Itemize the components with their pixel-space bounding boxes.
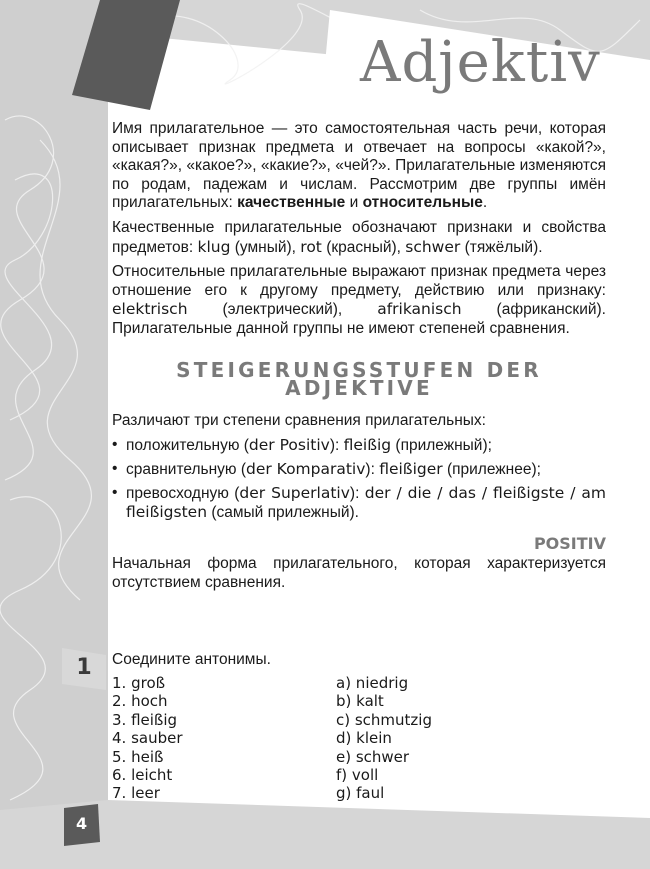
positiv-heading: POSITIV xyxy=(533,533,606,553)
separator: ): xyxy=(329,437,344,455)
list-item: b) kalt xyxy=(336,692,384,711)
german-example: fleißig xyxy=(343,436,392,455)
list-item: 3. fleißig xyxy=(112,710,178,729)
task-left-column xyxy=(112,674,183,803)
german-example: fleißiger xyxy=(379,459,443,478)
period: . xyxy=(482,194,488,212)
relative-text: Относительные прилагательные выражают признак предмета через отношение его к другому предмету, действию или признаку: xyxy=(112,263,606,299)
term-qualitative: качественные xyxy=(237,194,346,212)
translation: (умный), xyxy=(230,238,301,256)
conjunction: и xyxy=(345,194,363,212)
list-item xyxy=(112,484,606,523)
list-item: 6. leicht xyxy=(112,766,173,785)
task-number: 1 xyxy=(76,655,92,680)
degrees-list xyxy=(112,436,606,522)
degree-label: сравнительную ( xyxy=(126,460,246,478)
intro-paragraph-3 xyxy=(112,263,606,338)
page-number: 4 xyxy=(76,814,88,833)
list-item: f) voll xyxy=(336,766,379,785)
list-item: 7. leer xyxy=(112,784,160,803)
example-word: elektrisch xyxy=(112,300,188,319)
intro-text: Имя прилагательное — это самостоятельная часть речи, которая описывает признак предмета и отвечает на вопросы «какой?», «какая?», «какое?», «какие?», «чей?». Прилагательные изменяются по родам, падежам и числам. Рассмотрим две группы имён прилагательных: xyxy=(112,120,606,212)
translation: (электрический), xyxy=(187,301,378,319)
example-word: rot xyxy=(300,237,322,256)
list-item: 5. heiß xyxy=(112,747,164,766)
task-instruction: Соедините антонимы. xyxy=(112,651,271,668)
left-margin-band xyxy=(0,0,108,869)
section-lead: Различают три степени сравнения прилагательных: xyxy=(112,411,486,429)
intro-paragraph-1 xyxy=(112,120,606,213)
example-word: schwer xyxy=(405,237,461,256)
translation: (прилежный); xyxy=(391,437,492,455)
list-item xyxy=(112,436,606,456)
positiv-text: Начальная форма прилагательного, которая характеризуется отсутствием сравнения. xyxy=(112,555,606,591)
german-term: der Superlativ xyxy=(239,483,350,502)
translation: (тяжёлый). xyxy=(460,238,543,256)
separator: ): xyxy=(349,484,365,502)
main-content xyxy=(112,120,606,598)
degree-label: превосходную ( xyxy=(126,484,240,502)
german-term: der Komparativ xyxy=(246,459,366,478)
list-item: a) niedrig xyxy=(336,674,409,692)
list-item xyxy=(112,460,606,480)
example-word: klug xyxy=(197,237,231,256)
page-title: Adjektiv xyxy=(360,30,601,95)
translation: (африканский). Прилагательные данной группы не имеют степеней сравнения. xyxy=(112,301,606,337)
list-item: c) schmutzig xyxy=(336,710,432,729)
list-item: g) faul xyxy=(336,784,385,803)
intro-paragraph-2 xyxy=(112,219,606,257)
degree-label: положительную ( xyxy=(126,437,249,455)
task-right-column xyxy=(336,674,432,803)
list-item: e) schwer xyxy=(336,747,410,766)
list-item: d) klein xyxy=(336,729,392,748)
separator: ): xyxy=(365,460,380,478)
example-word: afrikanisch xyxy=(377,300,462,319)
list-item: 1. groß xyxy=(112,674,166,692)
translation: (прилежнее); xyxy=(442,460,541,478)
german-term: der Positiv xyxy=(248,436,330,455)
german-example: der / die / das / fleißigste / am fleißigsten xyxy=(126,483,607,522)
term-relative: относительные xyxy=(362,194,483,212)
translation: (красный), xyxy=(321,238,406,256)
list-item: 4. sauber xyxy=(112,729,183,748)
list-item: 2. hoch xyxy=(112,692,168,711)
qualitative-text: Качественные прилагательные обозначают признаки и свойства предметов: xyxy=(112,218,606,256)
section-heading: STEIGERUNGSSTUFEN DER ADJEKTIVE xyxy=(176,357,542,401)
translation: (самый прилежный). xyxy=(207,504,359,522)
